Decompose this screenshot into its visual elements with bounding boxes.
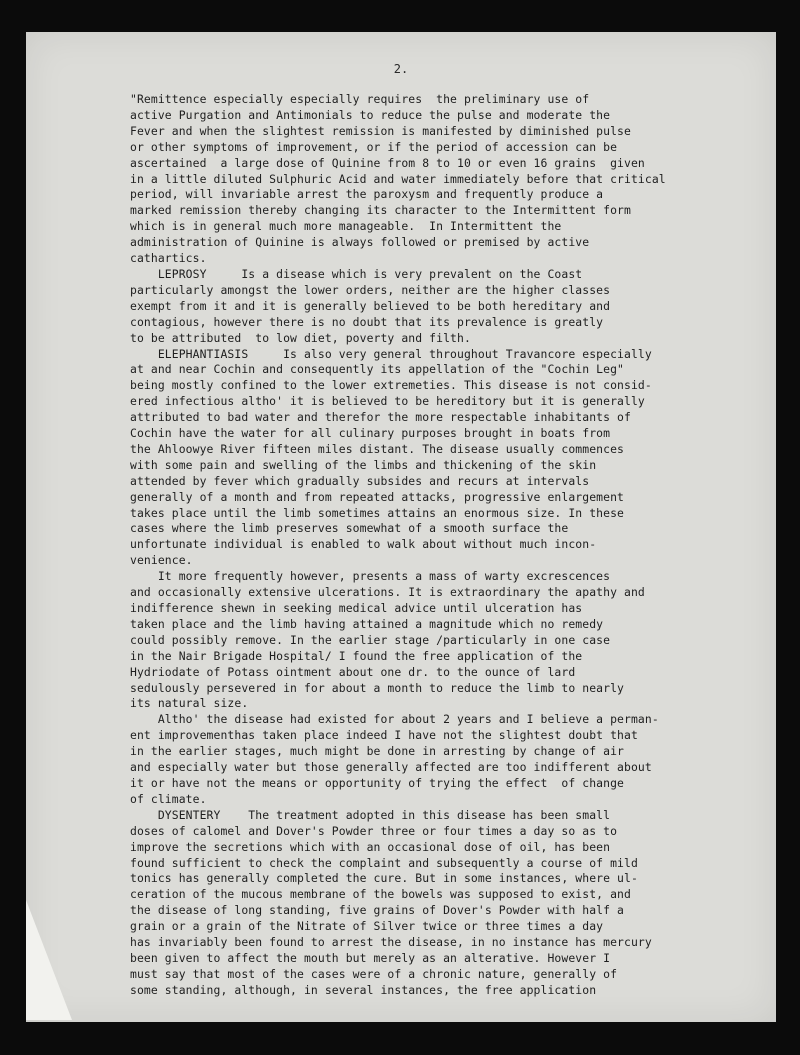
text-line: it or have not the means or opportunity of trying the effect of change — [130, 775, 624, 790]
text-line: being mostly confined to the lower extremeties. This disease is not consid- — [130, 378, 652, 393]
text-line: DYSENTERY The treatment adopted in this disease has been small — [130, 807, 611, 822]
text-line: or other symptoms of improvement, or if the period of accession can be — [130, 139, 618, 154]
text-line: in the Nair Brigade Hospital/ I found the free application of the — [130, 648, 583, 663]
text-line: has invariably been found to arrest the disease, in no instance has mercury — [130, 935, 652, 950]
text-line: and especially water but those generally affected are too indifferent about — [130, 760, 652, 775]
text-line: It more frequently however, presents a mass of warty excrescences — [130, 569, 611, 584]
text-line: Fever and when the slightest remission is manifested by diminished pulse — [130, 123, 631, 138]
text-line: ascertained a large dose of Quinine from 8 to 10 or even 16 grains given — [130, 155, 645, 170]
text-line: unfortunate individual is enabled to walk about without much incon- — [130, 537, 597, 552]
text-line: exempt from it and it is generally believed to be both hereditary and — [130, 298, 611, 313]
text-line: ELEPHANTIASIS Is also very general throughout Travancore especially — [130, 346, 652, 361]
text-line: attended by fever which gradually subsides and recurs at intervals — [130, 473, 590, 488]
text-line: taken place and the limb having attained a magnitude which no remedy — [130, 616, 604, 631]
folded-corner — [26, 900, 72, 1020]
text-line: Cochin have the water for all culinary purposes brought in boats from — [130, 426, 611, 441]
text-line: generally of a month and from repeated attacks, progressive enlargement — [130, 489, 624, 504]
text-line: doses of calomel and Dover's Powder three or four times a day so as to — [130, 823, 618, 838]
text-line: the Ahloowye River fifteen miles distant. The disease usually commences — [130, 441, 624, 456]
text-line: tonics has generally completed the cure. But in some instances, where ul- — [130, 871, 638, 886]
text-line: sedulously persevered in for about a month to reduce the limb to nearly — [130, 680, 624, 695]
text-line: the disease of long standing, five grains of Dover's Powder with half a — [130, 903, 624, 918]
text-line: Hydriodate of Potass ointment about one dr. to the ounce of lard — [130, 664, 576, 679]
text-line: been given to affect the mouth but merely as an alterative. However I — [130, 950, 611, 965]
text-line: attributed to bad water and therefor the more respectable inhabitants of — [130, 410, 631, 425]
text-line: marked remission thereby changing its character to the Intermittent form — [130, 203, 631, 218]
text-line: ent improvementhas taken place indeed I have not the slightest doubt that — [130, 728, 638, 743]
text-line: takes place until the limb sometimes attains an enormous size. In these — [130, 505, 624, 520]
text-line: to be attributed to low diet, poverty and filth. — [130, 330, 471, 345]
text-line: particularly amongst the lower orders, neither are the higher classes — [130, 282, 611, 297]
text-line: administration of Quinine is always followed or premised by active — [130, 235, 590, 250]
text-line: grain or a grain of the Nitrate of Silver twice or three times a day — [130, 919, 604, 934]
document-body — [130, 92, 720, 999]
text-line: ered infectious altho' it is believed to be hereditory but it is generally — [130, 394, 645, 409]
text-line: period, will invariable arrest the paroxysm and frequently produce a — [130, 187, 604, 202]
text-line: venience. — [130, 553, 193, 568]
text-line: and occasionally extensive ulcerations. It is extraordinary the apathy and — [130, 585, 645, 600]
text-line: must say that most of the cases were of a chronic nature, generally of — [130, 966, 618, 981]
text-line: "Remittence especially especially requires the preliminary use of — [130, 92, 590, 106]
text-line: could possibly remove. In the earlier stage /particularly in one case — [130, 632, 611, 647]
text-line: cases where the limb preserves somewhat of a smooth surface the — [130, 521, 569, 536]
text-line: which is in general much more manageable. In Intermittent the — [130, 219, 562, 234]
text-line: Altho' the disease had existed for about 2 years and I believe a perman- — [130, 712, 659, 727]
text-line: at and near Cochin and consequently its appellation of the "Cochin Leg" — [130, 362, 624, 377]
text-line: active Purgation and Antimonials to reduce the pulse and moderate the — [130, 107, 611, 122]
document-page — [26, 32, 776, 1022]
text-line: cathartics. — [130, 251, 207, 266]
text-line: LEPROSY Is a disease which is very prevalent on the Coast — [130, 266, 583, 281]
text-line: contagious, however there is no doubt that its prevalence is greatly — [130, 314, 604, 329]
text-line: its natural size. — [130, 696, 249, 711]
text-line: in the earlier stages, much might be done in arresting by change of air — [130, 744, 624, 759]
text-line: some standing, although, in several instances, the free application — [130, 982, 597, 997]
text-line: ceration of the mucous membrane of the bowels was supposed to exist, and — [130, 887, 631, 902]
text-line: with some pain and swelling of the limbs and thickening of the skin — [130, 457, 597, 472]
text-line: of climate. — [130, 791, 207, 806]
text-line: improve the secretions which with an occasional dose of oil, has been — [130, 839, 611, 854]
page-number: 2. — [393, 62, 409, 76]
text-line: found sufficient to check the complaint and subsequently a course of mild — [130, 855, 638, 870]
text-line: indifference shewn in seeking medical advice until ulceration has — [130, 601, 583, 615]
text-line: in a little diluted Sulphuric Acid and water immediately before that critical — [130, 171, 666, 186]
